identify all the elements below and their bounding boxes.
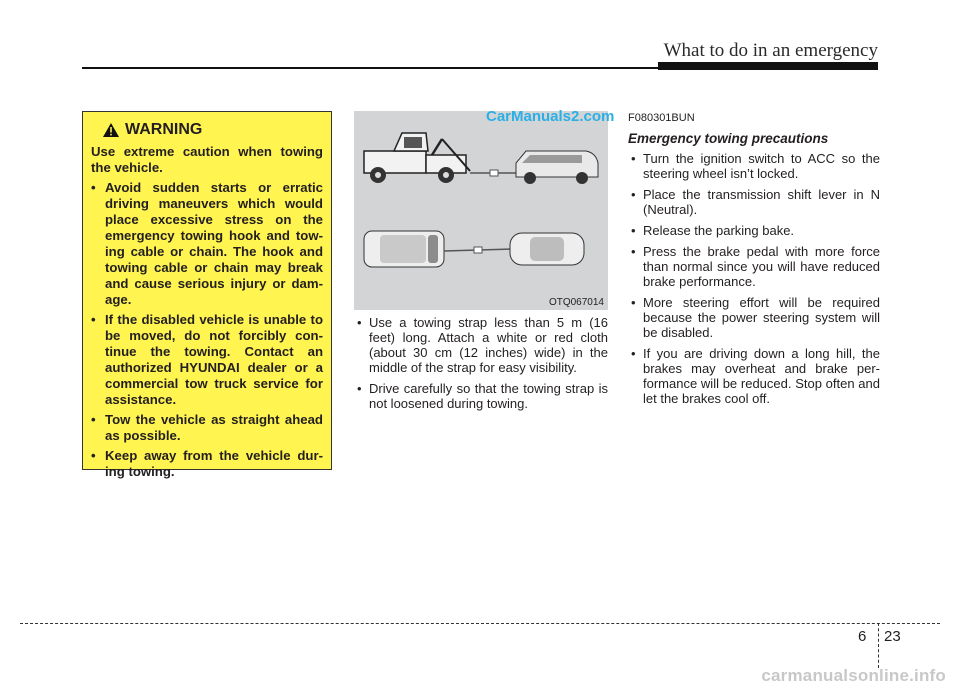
list-item: • Turn the ignition switch to ACC so the steering wheel isn’t locked. xyxy=(628,151,880,181)
footer-divider xyxy=(878,623,879,668)
list-item: • Release the parking bake. xyxy=(628,223,880,238)
warning-item: • Tow the vehicle as straight ahead as possible. xyxy=(91,412,323,444)
header-title: What to do in an emergency xyxy=(663,40,878,61)
watermark-text: CarManuals2.com xyxy=(486,108,615,125)
towing-illustration xyxy=(354,111,608,310)
warning-intro: Use extreme caution when towing the vehicle. xyxy=(91,144,323,175)
right-column xyxy=(628,111,880,412)
towing-strap-list xyxy=(354,315,608,411)
strap-cloth-side xyxy=(490,170,498,176)
warning-triangle-icon xyxy=(103,123,119,137)
section-title: Emergency towing precautions xyxy=(628,131,829,146)
list-item: • If you are driving down a long hill, the brakes may overheat and brake per-formance will be reduced. Stop often and let the brakes cool off. xyxy=(628,346,880,406)
list-item: • Place the transmission shift lever in N (Neutral). xyxy=(628,187,880,217)
warning-item: • Avoid sudden starts or erratic driving maneuvers which would place excessive stress on the emergency towing hook and tow-ing cable or chain. The hook and towing cable or chain may break and cause serious injury or dam-age. xyxy=(91,180,323,308)
figure-code: OTQ067014 xyxy=(548,297,604,308)
chapter-number: 6 xyxy=(858,628,867,645)
middle-column xyxy=(354,315,608,417)
list-item: • Press the brake pedal with more force than normal since you will have reduced brake performance. xyxy=(628,244,880,289)
van-top-view-image xyxy=(364,231,444,267)
car-top-view-image xyxy=(510,233,584,265)
page-number: 23 xyxy=(884,628,901,645)
warning-item: • Keep away from the vehicle dur-ing towing. xyxy=(91,448,323,480)
towing-scene xyxy=(354,111,608,310)
site-watermark: carmanualsonline.info xyxy=(761,666,946,685)
warning-title: WARNING xyxy=(125,121,203,138)
header-tab xyxy=(658,62,878,70)
tow-truck-image xyxy=(364,133,470,183)
list-item: • Drive carefully so that the towing strap is not loosened during towing. xyxy=(354,381,608,411)
warning-box xyxy=(82,111,332,479)
section-code: F080301BUN xyxy=(628,112,695,124)
list-item: • More steering effort will be required because the power steering system will be disabled. xyxy=(628,295,880,340)
list-item: • Use a towing strap less than 5 m (16 feet) long. Attach a white or red cloth (about 30 cm (12 inches) wide) in the middle of the strap for easy visibility. xyxy=(354,315,608,375)
towed-van-side-image xyxy=(516,151,598,184)
footer-rule xyxy=(20,623,940,624)
warning-item: • If the disabled vehicle is unable to be moved, do not forcibly con-tinue the towing. Contact an authorized HYUNDAI dealer or a commercial tow truck service for assistance. xyxy=(91,312,323,408)
strap-cloth-top xyxy=(474,247,482,253)
precautions-list xyxy=(628,151,880,406)
warning-heading xyxy=(103,122,323,138)
warning-list xyxy=(91,180,323,480)
